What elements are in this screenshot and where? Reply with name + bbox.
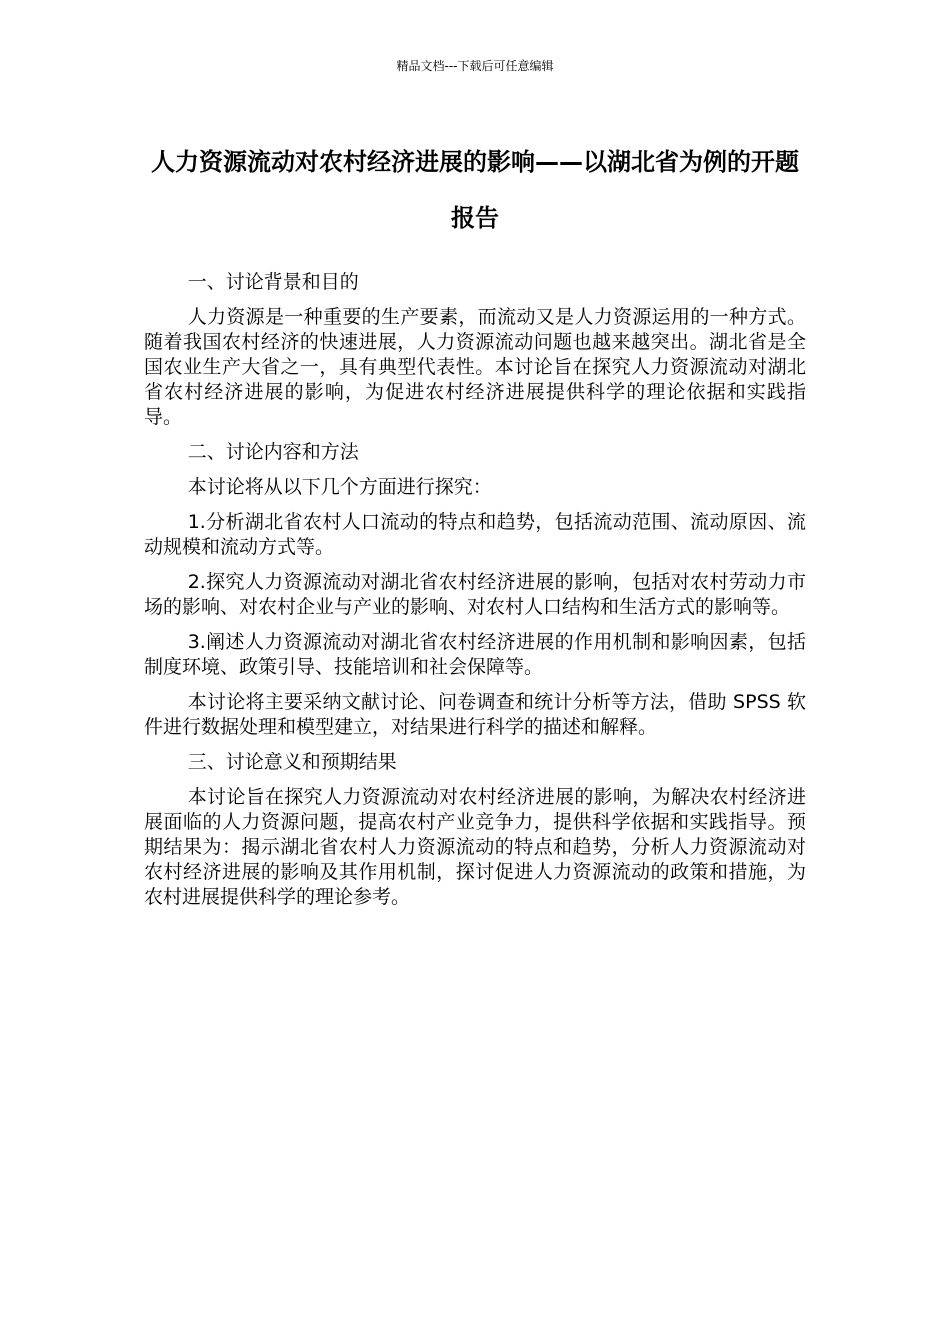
document-body: [144, 270, 806, 920]
document-title: 人力资源流动对农村经济进展的影响——以湖北省为例的开题报告: [151, 148, 799, 232]
list-item-2: 2.探究人力资源流动对湖北省农村经济进展的影响，包括对农村劳动力市场的影响、对农村企业与产业的影响、对农村人口结构和生活方式的影响等。: [144, 571, 806, 618]
section-heading-significance: 三、讨论意义和预期结果: [187, 751, 397, 773]
paragraph-significance: 本讨论旨在探究人力资源流动对农村经济进展的影响，为解决农村经济进展面临的人力资源问题，提高农村产业竞争力，提供科学依据和实践指导。预期结果为：揭示湖北省农村人力资源流动的特点和趋势，分析人力资源流动对农村经济进展的影响及其作用机制，探讨促进人力资源流动的政策和措施，为农村进展提供科学的理论参考。: [144, 786, 806, 908]
paragraph-background: 人力资源是一种重要的生产要素，而流动又是人力资源运用的一种方式。随着我国农村经济的快速进展，人力资源流动问题也越来越突出。湖北省是全国农业生产大省之一，具有典型代表性。本讨论旨在探究人力资源流动对湖北省农村经济进展的影响，为促进农村经济进展提供科学的理论依据和实践指导。: [144, 306, 806, 428]
section-heading-background: 一、讨论背景和目的: [187, 271, 359, 293]
paragraph-intro-aspects: 本讨论将从以下几个方面进行探究：: [187, 476, 492, 498]
paragraph-methods: 本讨论将主要采纳文献讨论、问卷调查和统计分析等方法，借助 SPSS 软件进行数据处理和模型建立，对结果进行科学的描述和解释。: [144, 691, 806, 738]
list-item-1: 1.分析湖北省农村人口流动的特点和趋势，包括流动范围、流动原因、流动规模和流动方式等。: [144, 511, 806, 558]
list-item-3: 3.阐述人力资源流动对湖北省农村经济进展的作用机制和影响因素，包括制度环境、政策引导、技能培训和社会保障等。: [144, 631, 806, 678]
section-heading-content-methods: 二、讨论内容和方法: [187, 441, 359, 463]
page-header: 精品文档---下载后可任意编辑: [396, 59, 554, 73]
